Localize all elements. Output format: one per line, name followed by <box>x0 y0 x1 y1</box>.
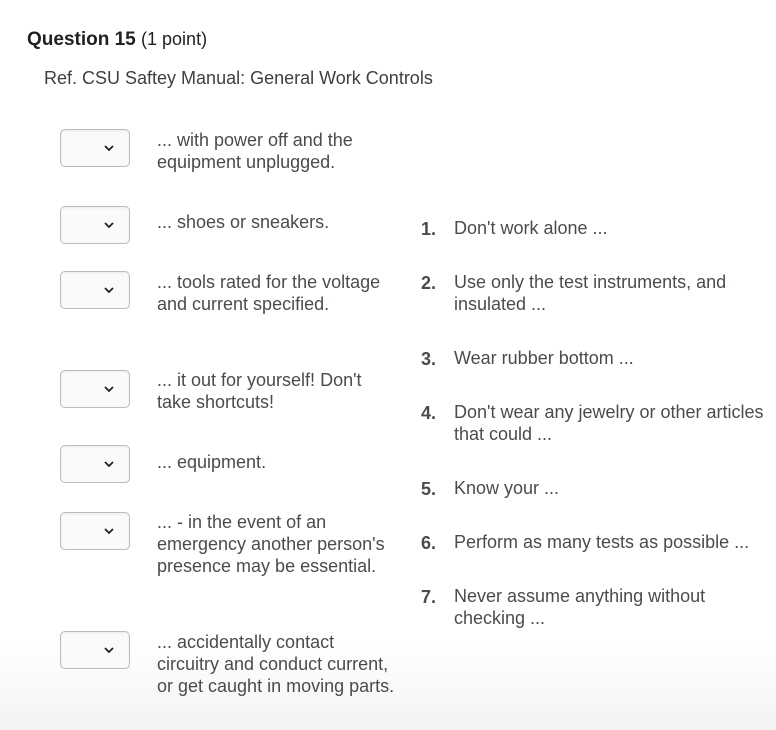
chevron-down-icon <box>103 525 115 537</box>
match-stem-7: ... accidentally contact circuitry and conduct current, or get caught in moving parts. <box>157 632 395 696</box>
question-reference: Ref. CSU Saftey Manual: General Work Controls <box>44 68 433 88</box>
match-stem-2: ... shoes or sneakers. <box>157 212 330 232</box>
answer-text: Don't work alone ... <box>454 218 608 238</box>
answer-number: 3. <box>421 349 437 369</box>
answer-text: Don't wear any jewelry or other articles that could ... <box>454 402 764 444</box>
chevron-down-icon <box>103 284 115 296</box>
chevron-down-icon <box>103 219 115 231</box>
answer-text: Perform as many tests as possible ... <box>454 532 750 552</box>
answer-text: Never assume anything without checking ... <box>454 586 706 628</box>
answer-text: Know your ... <box>454 478 560 498</box>
chevron-down-icon <box>103 383 115 395</box>
answer-number: 5. <box>421 479 437 499</box>
match-stem-5: ... equipment. <box>157 452 267 472</box>
match-select-3[interactable] <box>60 271 130 309</box>
chevron-down-icon <box>103 644 115 656</box>
answer-text: Use only the test instruments, and insulated ... <box>454 272 727 314</box>
match-select-7[interactable] <box>60 631 130 669</box>
question-name: Question 15 <box>27 29 136 50</box>
chevron-down-icon <box>103 142 115 154</box>
answer-number: 6. <box>421 533 437 553</box>
answer-number: 2. <box>421 273 437 293</box>
chevron-down-icon <box>103 458 115 470</box>
match-stem-3: ... tools rated for the voltage and current specified. <box>157 272 381 314</box>
match-stem-6: ... - in the event of an emergency another person's presence may be essential. <box>157 512 385 576</box>
answer-number: 4. <box>421 403 437 423</box>
answer-number: 1. <box>421 219 437 239</box>
match-select-6[interactable] <box>60 512 130 550</box>
match-select-5[interactable] <box>60 445 130 483</box>
answer-number: 7. <box>421 587 437 607</box>
match-select-2[interactable] <box>60 206 130 244</box>
match-select-1[interactable] <box>60 129 130 167</box>
answer-text: Wear rubber bottom ... <box>454 348 634 368</box>
question-title <box>27 29 207 51</box>
question-points: (1 point) <box>141 29 208 49</box>
match-stem-4: ... it out for yourself! Don't take shortcuts! <box>157 370 362 412</box>
match-stem-1: ... with power off and the equipment unplugged. <box>157 130 353 172</box>
match-select-4[interactable] <box>60 370 130 408</box>
